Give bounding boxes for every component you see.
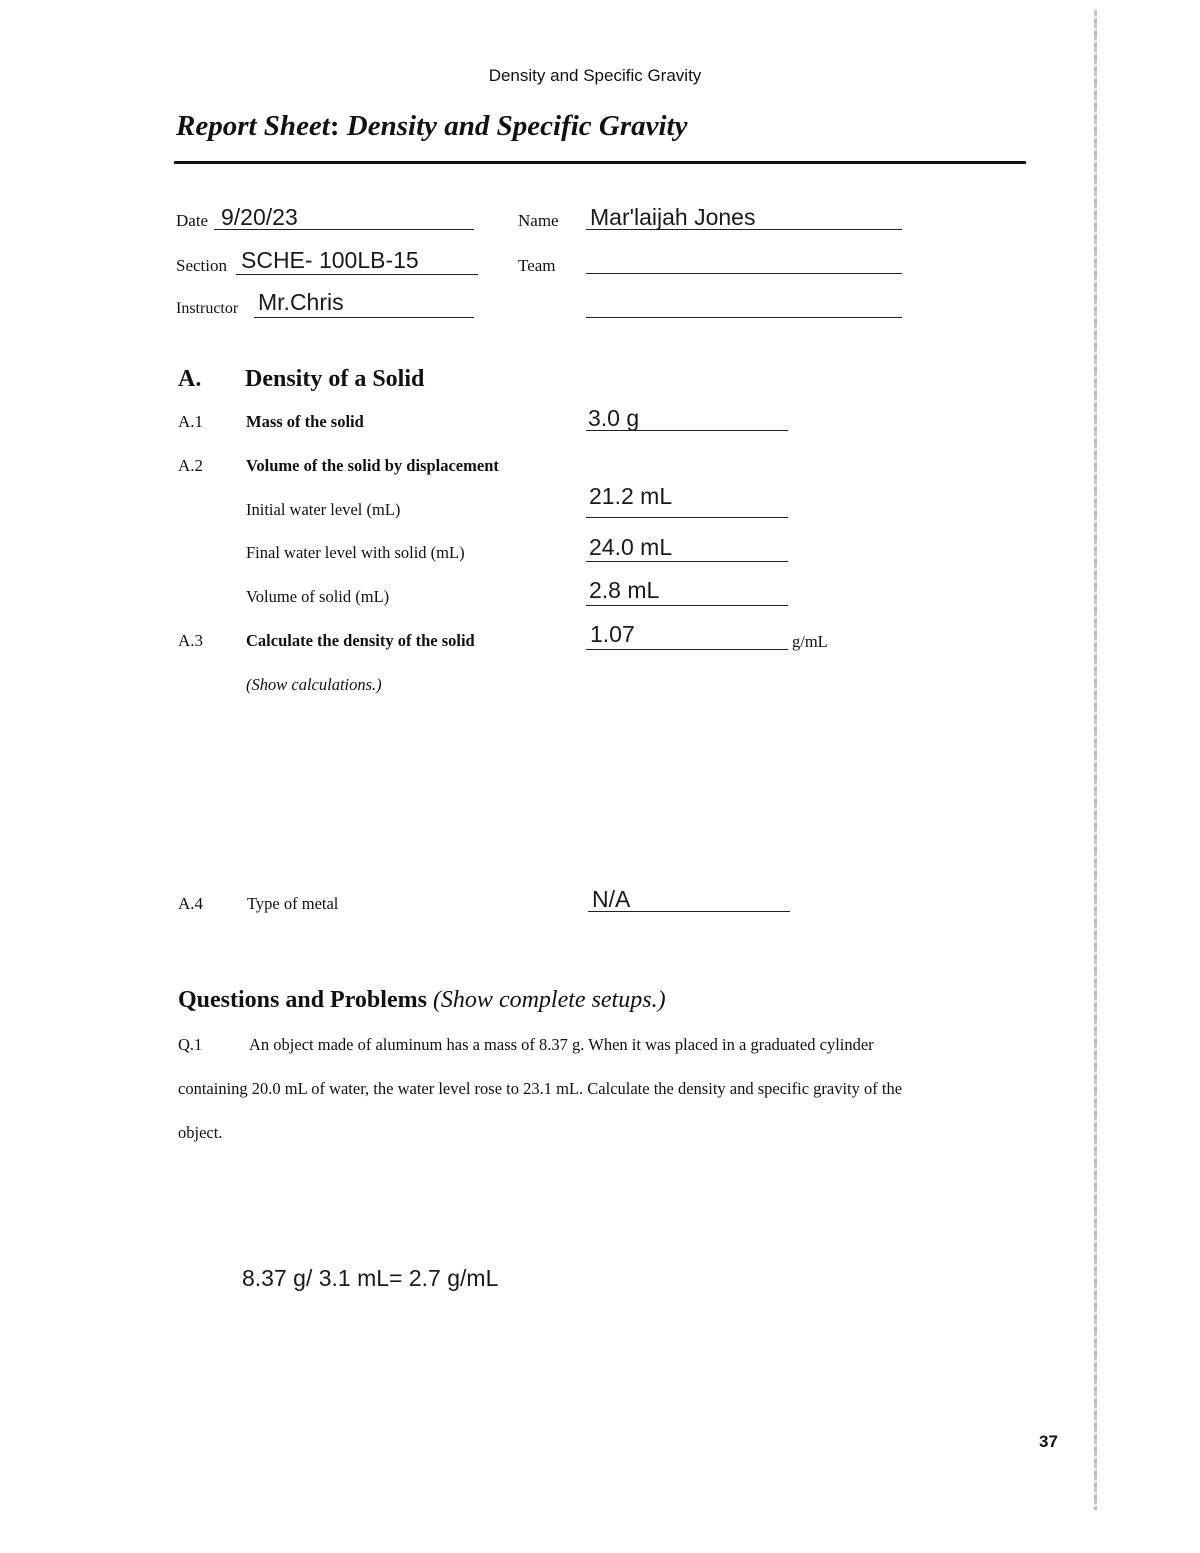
final-level-underline <box>586 561 788 562</box>
instructor-value[interactable]: Mr.Chris <box>258 289 344 315</box>
questions-heading <box>178 987 666 1014</box>
section-value[interactable]: SCHE- 100LB-15 <box>241 247 419 273</box>
q1-line-1: An object made of aluminum has a mass of 8.37 g. When it was placed in a graduated cylinder <box>249 1035 874 1054</box>
a1-label: Mass of the solid <box>246 412 364 431</box>
scan-page-edge <box>1094 10 1097 1510</box>
name-value[interactable]: Mar'laijah Jones <box>590 204 756 230</box>
page-title <box>176 110 688 143</box>
volume-underline <box>586 605 788 606</box>
section-underline <box>236 274 478 275</box>
name-underline <box>586 229 902 230</box>
title-colon: : <box>329 110 340 142</box>
a3-label: Calculate the density of the solid <box>246 631 475 650</box>
section-label: Section <box>176 256 227 275</box>
title-rule <box>174 161 1026 164</box>
a3-number: A.3 <box>178 631 204 650</box>
a4-underline <box>588 911 790 912</box>
a2-label: Volume of the solid by displacement <box>246 456 499 475</box>
a3-note: (Show calculations.) <box>246 675 382 694</box>
name-label: Name <box>518 211 559 230</box>
q1-number: Q.1 <box>178 1035 203 1054</box>
a4-value[interactable]: N/A <box>592 886 631 912</box>
questions-heading-note: (Show complete setups.) <box>432 987 666 1013</box>
final-level-label: Final water level with solid (mL) <box>246 543 465 562</box>
date-underline <box>214 229 474 230</box>
a2-number: A.2 <box>178 456 204 475</box>
date-label: Date <box>176 211 209 230</box>
q1-line-3: object. <box>178 1123 223 1142</box>
q1-line-2: containing 20.0 mL of water, the water level rose to 23.1 mL. Calculate the density and specific gravity of the <box>178 1079 903 1098</box>
a3-unit: g/mL <box>792 632 828 651</box>
a1-underline <box>586 430 788 431</box>
title-prefix: Report Sheet <box>176 110 330 142</box>
initial-level-underline <box>586 517 788 518</box>
questions-heading-text: Questions and Problems <box>178 987 427 1013</box>
instructor-label: Instructor <box>176 300 239 317</box>
date-value[interactable]: 9/20/23 <box>221 204 298 230</box>
volume-label: Volume of solid (mL) <box>246 587 390 606</box>
section-a-title: Density of a Solid <box>245 366 425 392</box>
volume-value[interactable]: 2.8 mL <box>589 577 660 603</box>
a4-label: Type of metal <box>247 894 339 913</box>
team-underline-2 <box>586 317 902 318</box>
final-level-value[interactable]: 24.0 mL <box>589 534 673 560</box>
team-label: Team <box>518 256 556 275</box>
initial-level-label: Initial water level (mL) <box>246 500 401 519</box>
instructor-underline <box>254 317 474 318</box>
running-header: Density and Specific Gravity <box>488 66 702 85</box>
a3-value[interactable]: 1.07 <box>590 621 635 647</box>
a3-underline <box>586 649 788 650</box>
a1-value[interactable]: 3.0 g <box>588 405 640 431</box>
a1-number: A.1 <box>178 412 204 431</box>
initial-level-value[interactable]: 21.2 mL <box>589 483 673 509</box>
title-rest: Density and Specific Gravity <box>346 110 688 142</box>
section-a-letter: A. <box>178 366 202 392</box>
a4-number: A.4 <box>178 894 204 913</box>
page-number: 37 <box>1039 1432 1058 1451</box>
team-underline-1 <box>586 273 902 274</box>
q1-answer[interactable]: 8.37 g/ 3.1 mL= 2.7 g/mL <box>242 1265 499 1291</box>
